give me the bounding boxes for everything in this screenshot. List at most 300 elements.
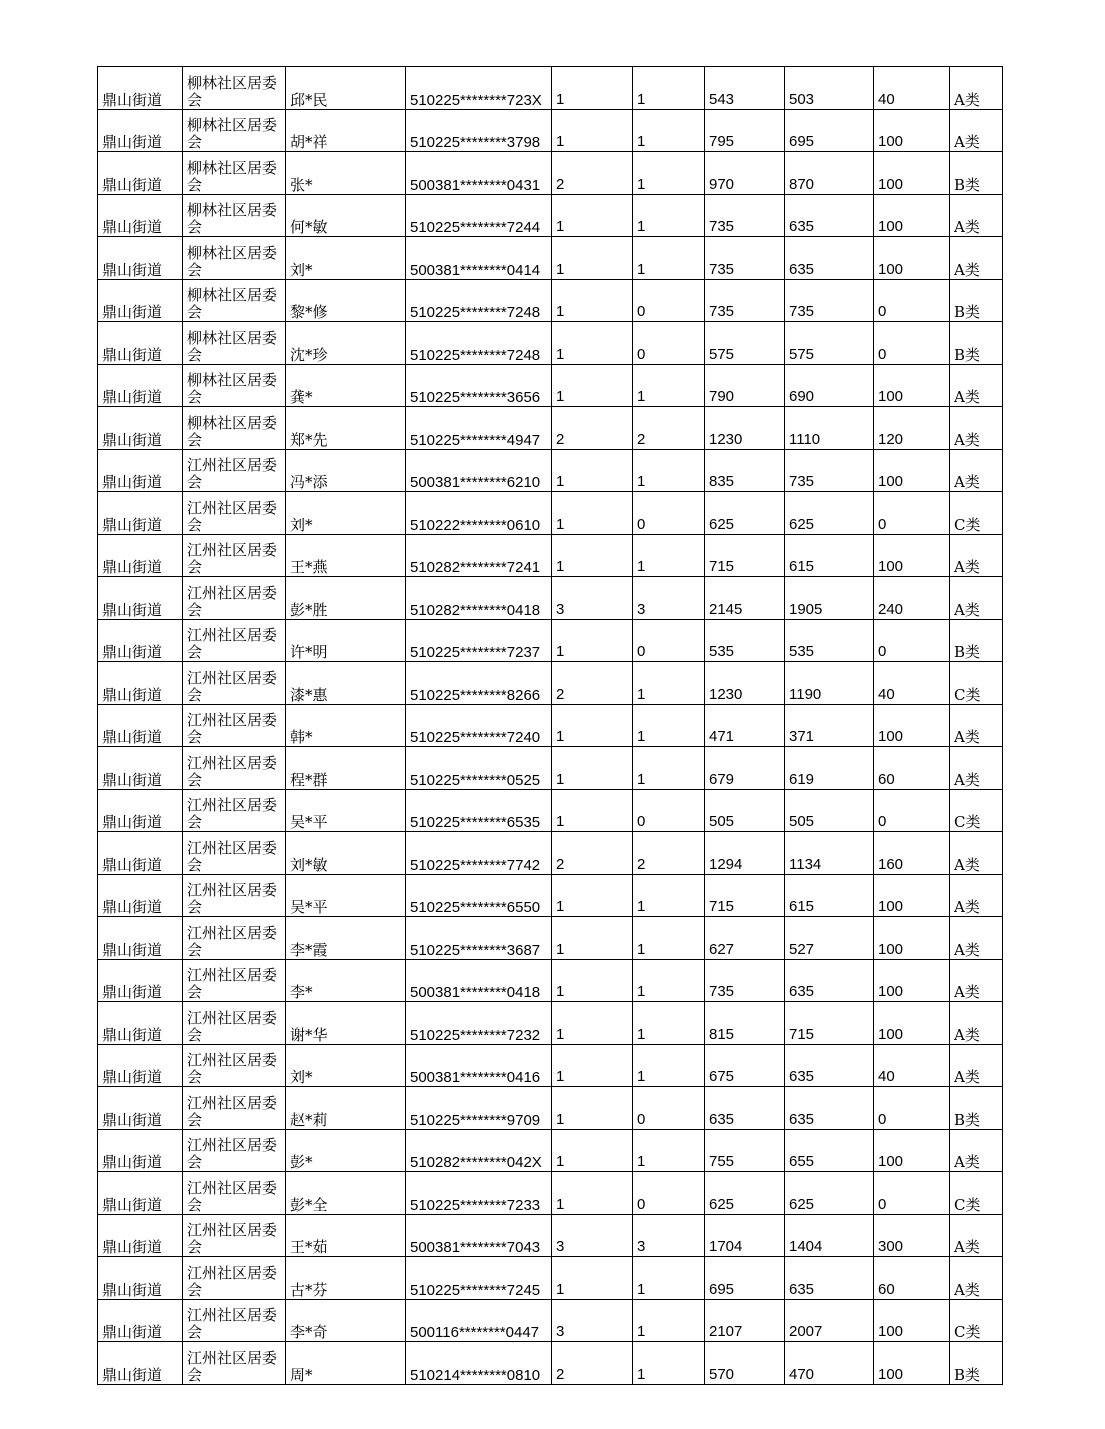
recipient-count-cell: 0: [633, 279, 705, 322]
name-cell: 李*奇: [286, 1299, 406, 1342]
table-row: [98, 747, 1003, 790]
id-number-cell: 500381********0414: [406, 237, 552, 280]
recipient-count-cell: 1: [633, 534, 705, 577]
community-cell: 柳林社区居委会: [183, 194, 286, 237]
standard-amount-cell: 543: [705, 67, 785, 110]
standard-amount-cell: 627: [705, 917, 785, 960]
community-cell: 江州社区居委会: [183, 959, 286, 1002]
household-size-cell: 1: [552, 789, 633, 832]
income-amount-cell: 635: [785, 1257, 874, 1300]
street-cell: 鼎山街道: [98, 1002, 183, 1045]
subsidy-amount-cell: 300: [874, 1214, 950, 1257]
household-size-cell: 1: [552, 874, 633, 917]
income-amount-cell: 870: [785, 152, 874, 195]
street-cell: 鼎山街道: [98, 109, 183, 152]
recipient-count-cell: 3: [633, 1214, 705, 1257]
id-number-cell: 510225********3798: [406, 109, 552, 152]
income-amount-cell: 735: [785, 279, 874, 322]
community-cell: 柳林社区居委会: [183, 364, 286, 407]
income-amount-cell: 635: [785, 959, 874, 1002]
community-cell: 江州社区居委会: [183, 1129, 286, 1172]
street-cell: 鼎山街道: [98, 789, 183, 832]
standard-amount-cell: 715: [705, 874, 785, 917]
subsidy-amount-cell: 100: [874, 449, 950, 492]
street-cell: 鼎山街道: [98, 322, 183, 365]
income-amount-cell: 1905: [785, 577, 874, 620]
subsidy-amount-cell: 0: [874, 492, 950, 535]
name-cell: 黎*修: [286, 279, 406, 322]
id-number-cell: 510225********0525: [406, 747, 552, 790]
id-number-cell: 510225********7232: [406, 1002, 552, 1045]
table-row: [98, 577, 1003, 620]
category-cell: C类: [950, 789, 1003, 832]
table-row: [98, 534, 1003, 577]
household-size-cell: 3: [552, 577, 633, 620]
subsidy-amount-cell: 100: [874, 704, 950, 747]
recipient-count-cell: 1: [633, 1342, 705, 1385]
community-cell: 柳林社区居委会: [183, 407, 286, 450]
community-cell: 江州社区居委会: [183, 789, 286, 832]
income-amount-cell: 575: [785, 322, 874, 365]
income-amount-cell: 1190: [785, 662, 874, 705]
table-row: [98, 1299, 1003, 1342]
subsidy-amount-cell: 100: [874, 917, 950, 960]
id-number-cell: 510225********7233: [406, 1172, 552, 1215]
recipient-count-cell: 1: [633, 704, 705, 747]
subsidy-amount-cell: 100: [874, 959, 950, 1002]
community-cell: 柳林社区居委会: [183, 237, 286, 280]
recipient-count-cell: 2: [633, 407, 705, 450]
community-cell: 江州社区居委会: [183, 832, 286, 875]
standard-amount-cell: 715: [705, 534, 785, 577]
income-amount-cell: 1404: [785, 1214, 874, 1257]
id-number-cell: 510282********042X: [406, 1129, 552, 1172]
standard-amount-cell: 835: [705, 449, 785, 492]
name-cell: 吴*平: [286, 874, 406, 917]
street-cell: 鼎山街道: [98, 619, 183, 662]
table-row: [98, 1214, 1003, 1257]
category-cell: B类: [950, 1087, 1003, 1130]
standard-amount-cell: 815: [705, 1002, 785, 1045]
standard-amount-cell: 735: [705, 959, 785, 1002]
household-size-cell: 1: [552, 67, 633, 110]
household-size-cell: 1: [552, 449, 633, 492]
street-cell: 鼎山街道: [98, 449, 183, 492]
subsidy-amount-cell: 0: [874, 619, 950, 662]
standard-amount-cell: 675: [705, 1044, 785, 1087]
income-amount-cell: 715: [785, 1002, 874, 1045]
recipient-count-cell: 1: [633, 67, 705, 110]
category-cell: B类: [950, 322, 1003, 365]
id-number-cell: 510225********8266: [406, 662, 552, 705]
street-cell: 鼎山街道: [98, 1257, 183, 1300]
table-row: [98, 917, 1003, 960]
income-amount-cell: 695: [785, 109, 874, 152]
id-number-cell: 510225********7248: [406, 279, 552, 322]
id-number-cell: 510225********9709: [406, 1087, 552, 1130]
table-row: [98, 449, 1003, 492]
street-cell: 鼎山街道: [98, 67, 183, 110]
street-cell: 鼎山街道: [98, 1172, 183, 1215]
category-cell: A类: [950, 534, 1003, 577]
subsidy-amount-cell: 100: [874, 534, 950, 577]
standard-amount-cell: 755: [705, 1129, 785, 1172]
category-cell: A类: [950, 1129, 1003, 1172]
household-size-cell: 1: [552, 1172, 633, 1215]
table-row: [98, 1087, 1003, 1130]
street-cell: 鼎山街道: [98, 1129, 183, 1172]
community-cell: 江州社区居委会: [183, 874, 286, 917]
standard-amount-cell: 735: [705, 194, 785, 237]
name-cell: 何*敏: [286, 194, 406, 237]
street-cell: 鼎山街道: [98, 237, 183, 280]
category-cell: C类: [950, 662, 1003, 705]
table-row: [98, 67, 1003, 110]
id-number-cell: 510222********0610: [406, 492, 552, 535]
household-size-cell: 1: [552, 1087, 633, 1130]
subsidy-amount-cell: 100: [874, 1299, 950, 1342]
category-cell: A类: [950, 1214, 1003, 1257]
id-number-cell: 500381********6210: [406, 449, 552, 492]
standard-amount-cell: 790: [705, 364, 785, 407]
category-cell: A类: [950, 67, 1003, 110]
category-cell: B类: [950, 1342, 1003, 1385]
category-cell: A类: [950, 917, 1003, 960]
id-number-cell: 500381********0418: [406, 959, 552, 1002]
standard-amount-cell: 735: [705, 279, 785, 322]
street-cell: 鼎山街道: [98, 747, 183, 790]
income-amount-cell: 735: [785, 449, 874, 492]
subsidy-amount-cell: 0: [874, 322, 950, 365]
name-cell: 刘*敏: [286, 832, 406, 875]
name-cell: 刘*: [286, 492, 406, 535]
category-cell: B类: [950, 619, 1003, 662]
name-cell: 韩*: [286, 704, 406, 747]
name-cell: 郑*先: [286, 407, 406, 450]
id-number-cell: 510225********7245: [406, 1257, 552, 1300]
name-cell: 邱*民: [286, 67, 406, 110]
standard-amount-cell: 1230: [705, 407, 785, 450]
household-size-cell: 1: [552, 1044, 633, 1087]
income-amount-cell: 635: [785, 237, 874, 280]
subsidy-amount-cell: 100: [874, 1342, 950, 1385]
category-cell: A类: [950, 832, 1003, 875]
recipient-count-cell: 1: [633, 1044, 705, 1087]
street-cell: 鼎山街道: [98, 407, 183, 450]
name-cell: 刘*: [286, 237, 406, 280]
id-number-cell: 500381********0416: [406, 1044, 552, 1087]
subsidy-amount-cell: 160: [874, 832, 950, 875]
table-row: [98, 704, 1003, 747]
category-cell: A类: [950, 577, 1003, 620]
standard-amount-cell: 575: [705, 322, 785, 365]
income-amount-cell: 470: [785, 1342, 874, 1385]
standard-amount-cell: 505: [705, 789, 785, 832]
income-amount-cell: 2007: [785, 1299, 874, 1342]
id-number-cell: 510225********3656: [406, 364, 552, 407]
community-cell: 江州社区居委会: [183, 1002, 286, 1045]
street-cell: 鼎山街道: [98, 704, 183, 747]
household-size-cell: 1: [552, 1002, 633, 1045]
category-cell: A类: [950, 407, 1003, 450]
recipient-count-cell: 1: [633, 152, 705, 195]
id-number-cell: 510225********7742: [406, 832, 552, 875]
category-cell: A类: [950, 1257, 1003, 1300]
street-cell: 鼎山街道: [98, 577, 183, 620]
income-amount-cell: 535: [785, 619, 874, 662]
recipient-count-cell: 1: [633, 917, 705, 960]
recipient-count-cell: 0: [633, 1087, 705, 1130]
id-number-cell: 500116********0447: [406, 1299, 552, 1342]
records-table: [97, 66, 1003, 1385]
standard-amount-cell: 635: [705, 1087, 785, 1130]
category-cell: A类: [950, 747, 1003, 790]
standard-amount-cell: 471: [705, 704, 785, 747]
household-size-cell: 1: [552, 704, 633, 747]
community-cell: 江州社区居委会: [183, 1299, 286, 1342]
subsidy-amount-cell: 120: [874, 407, 950, 450]
household-size-cell: 1: [552, 619, 633, 662]
name-cell: 周*: [286, 1342, 406, 1385]
household-size-cell: 1: [552, 237, 633, 280]
standard-amount-cell: 1230: [705, 662, 785, 705]
household-size-cell: 1: [552, 959, 633, 1002]
id-number-cell: 510225********7244: [406, 194, 552, 237]
name-cell: 古*芬: [286, 1257, 406, 1300]
household-size-cell: 3: [552, 1214, 633, 1257]
street-cell: 鼎山街道: [98, 832, 183, 875]
recipient-count-cell: 1: [633, 364, 705, 407]
table-row: [98, 662, 1003, 705]
id-number-cell: 510225********4947: [406, 407, 552, 450]
subsidy-amount-cell: 40: [874, 67, 950, 110]
community-cell: 江州社区居委会: [183, 747, 286, 790]
street-cell: 鼎山街道: [98, 194, 183, 237]
community-cell: 江州社区居委会: [183, 704, 286, 747]
street-cell: 鼎山街道: [98, 492, 183, 535]
name-cell: 彭*全: [286, 1172, 406, 1215]
standard-amount-cell: 1704: [705, 1214, 785, 1257]
income-amount-cell: 1134: [785, 832, 874, 875]
community-cell: 江州社区居委会: [183, 662, 286, 705]
table-row: [98, 364, 1003, 407]
street-cell: 鼎山街道: [98, 534, 183, 577]
recipient-count-cell: 1: [633, 874, 705, 917]
table-row: [98, 152, 1003, 195]
street-cell: 鼎山街道: [98, 364, 183, 407]
name-cell: 王*茹: [286, 1214, 406, 1257]
recipient-count-cell: 2: [633, 832, 705, 875]
table-row: [98, 237, 1003, 280]
recipient-count-cell: 0: [633, 322, 705, 365]
household-size-cell: 2: [552, 662, 633, 705]
street-cell: 鼎山街道: [98, 1087, 183, 1130]
table-row: [98, 1044, 1003, 1087]
standard-amount-cell: 2107: [705, 1299, 785, 1342]
income-amount-cell: 527: [785, 917, 874, 960]
name-cell: 彭*: [286, 1129, 406, 1172]
community-cell: 江州社区居委会: [183, 1257, 286, 1300]
id-number-cell: 510282********7241: [406, 534, 552, 577]
subsidy-amount-cell: 100: [874, 1129, 950, 1172]
income-amount-cell: 619: [785, 747, 874, 790]
community-cell: 江州社区居委会: [183, 619, 286, 662]
community-cell: 柳林社区居委会: [183, 279, 286, 322]
table-row: [98, 194, 1003, 237]
community-cell: 江州社区居委会: [183, 577, 286, 620]
table-row: [98, 832, 1003, 875]
id-number-cell: 500381********7043: [406, 1214, 552, 1257]
category-cell: A类: [950, 237, 1003, 280]
category-cell: A类: [950, 1002, 1003, 1045]
category-cell: A类: [950, 109, 1003, 152]
household-size-cell: 2: [552, 407, 633, 450]
household-size-cell: 1: [552, 279, 633, 322]
table-row: [98, 1172, 1003, 1215]
standard-amount-cell: 625: [705, 1172, 785, 1215]
household-size-cell: 3: [552, 1299, 633, 1342]
street-cell: 鼎山街道: [98, 959, 183, 1002]
household-size-cell: 1: [552, 194, 633, 237]
subsidy-amount-cell: 0: [874, 1172, 950, 1215]
id-number-cell: 510282********0418: [406, 577, 552, 620]
category-cell: A类: [950, 874, 1003, 917]
income-amount-cell: 635: [785, 1044, 874, 1087]
table-row: [98, 874, 1003, 917]
street-cell: 鼎山街道: [98, 152, 183, 195]
recipient-count-cell: 1: [633, 109, 705, 152]
street-cell: 鼎山街道: [98, 874, 183, 917]
category-cell: C类: [950, 1299, 1003, 1342]
income-amount-cell: 690: [785, 364, 874, 407]
income-amount-cell: 615: [785, 874, 874, 917]
subsidy-amount-cell: 0: [874, 789, 950, 832]
subsidy-amount-cell: 100: [874, 109, 950, 152]
income-amount-cell: 635: [785, 1087, 874, 1130]
income-amount-cell: 625: [785, 1172, 874, 1215]
subsidy-amount-cell: 60: [874, 1257, 950, 1300]
household-size-cell: 2: [552, 832, 633, 875]
recipient-count-cell: 1: [633, 194, 705, 237]
community-cell: 江州社区居委会: [183, 449, 286, 492]
subsidy-amount-cell: 0: [874, 279, 950, 322]
subsidy-amount-cell: 60: [874, 747, 950, 790]
name-cell: 漆*惠: [286, 662, 406, 705]
street-cell: 鼎山街道: [98, 1342, 183, 1385]
name-cell: 龚*: [286, 364, 406, 407]
category-cell: A类: [950, 959, 1003, 1002]
table-row: [98, 407, 1003, 450]
category-cell: C类: [950, 1172, 1003, 1215]
table-row: [98, 1342, 1003, 1385]
table-row: [98, 109, 1003, 152]
name-cell: 程*群: [286, 747, 406, 790]
standard-amount-cell: 2145: [705, 577, 785, 620]
household-size-cell: 2: [552, 1342, 633, 1385]
category-cell: A类: [950, 1044, 1003, 1087]
community-cell: 江州社区居委会: [183, 1044, 286, 1087]
category-cell: A类: [950, 449, 1003, 492]
household-size-cell: 2: [552, 152, 633, 195]
recipient-count-cell: 1: [633, 747, 705, 790]
income-amount-cell: 505: [785, 789, 874, 832]
category-cell: A类: [950, 364, 1003, 407]
street-cell: 鼎山街道: [98, 279, 183, 322]
street-cell: 鼎山街道: [98, 1214, 183, 1257]
community-cell: 柳林社区居委会: [183, 152, 286, 195]
community-cell: 柳林社区居委会: [183, 322, 286, 365]
household-size-cell: 1: [552, 747, 633, 790]
standard-amount-cell: 795: [705, 109, 785, 152]
standard-amount-cell: 735: [705, 237, 785, 280]
income-amount-cell: 615: [785, 534, 874, 577]
household-size-cell: 1: [552, 109, 633, 152]
table-row: [98, 492, 1003, 535]
table-row: [98, 1257, 1003, 1300]
community-cell: 柳林社区居委会: [183, 109, 286, 152]
category-cell: A类: [950, 704, 1003, 747]
id-number-cell: 500381********0431: [406, 152, 552, 195]
subsidy-amount-cell: 100: [874, 194, 950, 237]
name-cell: 李*: [286, 959, 406, 1002]
category-cell: A类: [950, 194, 1003, 237]
income-amount-cell: 1110: [785, 407, 874, 450]
recipient-count-cell: 1: [633, 1129, 705, 1172]
subsidy-amount-cell: 0: [874, 1087, 950, 1130]
name-cell: 冯*添: [286, 449, 406, 492]
table-row: [98, 619, 1003, 662]
community-cell: 江州社区居委会: [183, 534, 286, 577]
standard-amount-cell: 679: [705, 747, 785, 790]
income-amount-cell: 371: [785, 704, 874, 747]
recipient-count-cell: 1: [633, 1299, 705, 1342]
name-cell: 李*霞: [286, 917, 406, 960]
id-number-cell: 510225********7248: [406, 322, 552, 365]
name-cell: 彭*胜: [286, 577, 406, 620]
standard-amount-cell: 570: [705, 1342, 785, 1385]
subsidy-amount-cell: 100: [874, 874, 950, 917]
recipient-count-cell: 0: [633, 1172, 705, 1215]
name-cell: 吴*平: [286, 789, 406, 832]
household-size-cell: 1: [552, 1257, 633, 1300]
name-cell: 刘*: [286, 1044, 406, 1087]
table-row: [98, 1002, 1003, 1045]
id-number-cell: 510214********0810: [406, 1342, 552, 1385]
household-size-cell: 1: [552, 492, 633, 535]
standard-amount-cell: 535: [705, 619, 785, 662]
id-number-cell: 510225********723X: [406, 67, 552, 110]
street-cell: 鼎山街道: [98, 1299, 183, 1342]
name-cell: 胡*祥: [286, 109, 406, 152]
recipient-count-cell: 3: [633, 577, 705, 620]
table-row: [98, 279, 1003, 322]
name-cell: 沈*珍: [286, 322, 406, 365]
id-number-cell: 510225********3687: [406, 917, 552, 960]
name-cell: 谢*华: [286, 1002, 406, 1045]
household-size-cell: 1: [552, 534, 633, 577]
recipient-count-cell: 0: [633, 492, 705, 535]
street-cell: 鼎山街道: [98, 917, 183, 960]
income-amount-cell: 635: [785, 194, 874, 237]
street-cell: 鼎山街道: [98, 662, 183, 705]
id-number-cell: 510225********7240: [406, 704, 552, 747]
recipient-count-cell: 1: [633, 1002, 705, 1045]
recipient-count-cell: 1: [633, 237, 705, 280]
household-size-cell: 1: [552, 1129, 633, 1172]
name-cell: 赵*莉: [286, 1087, 406, 1130]
subsidy-amount-cell: 40: [874, 1044, 950, 1087]
income-amount-cell: 655: [785, 1129, 874, 1172]
